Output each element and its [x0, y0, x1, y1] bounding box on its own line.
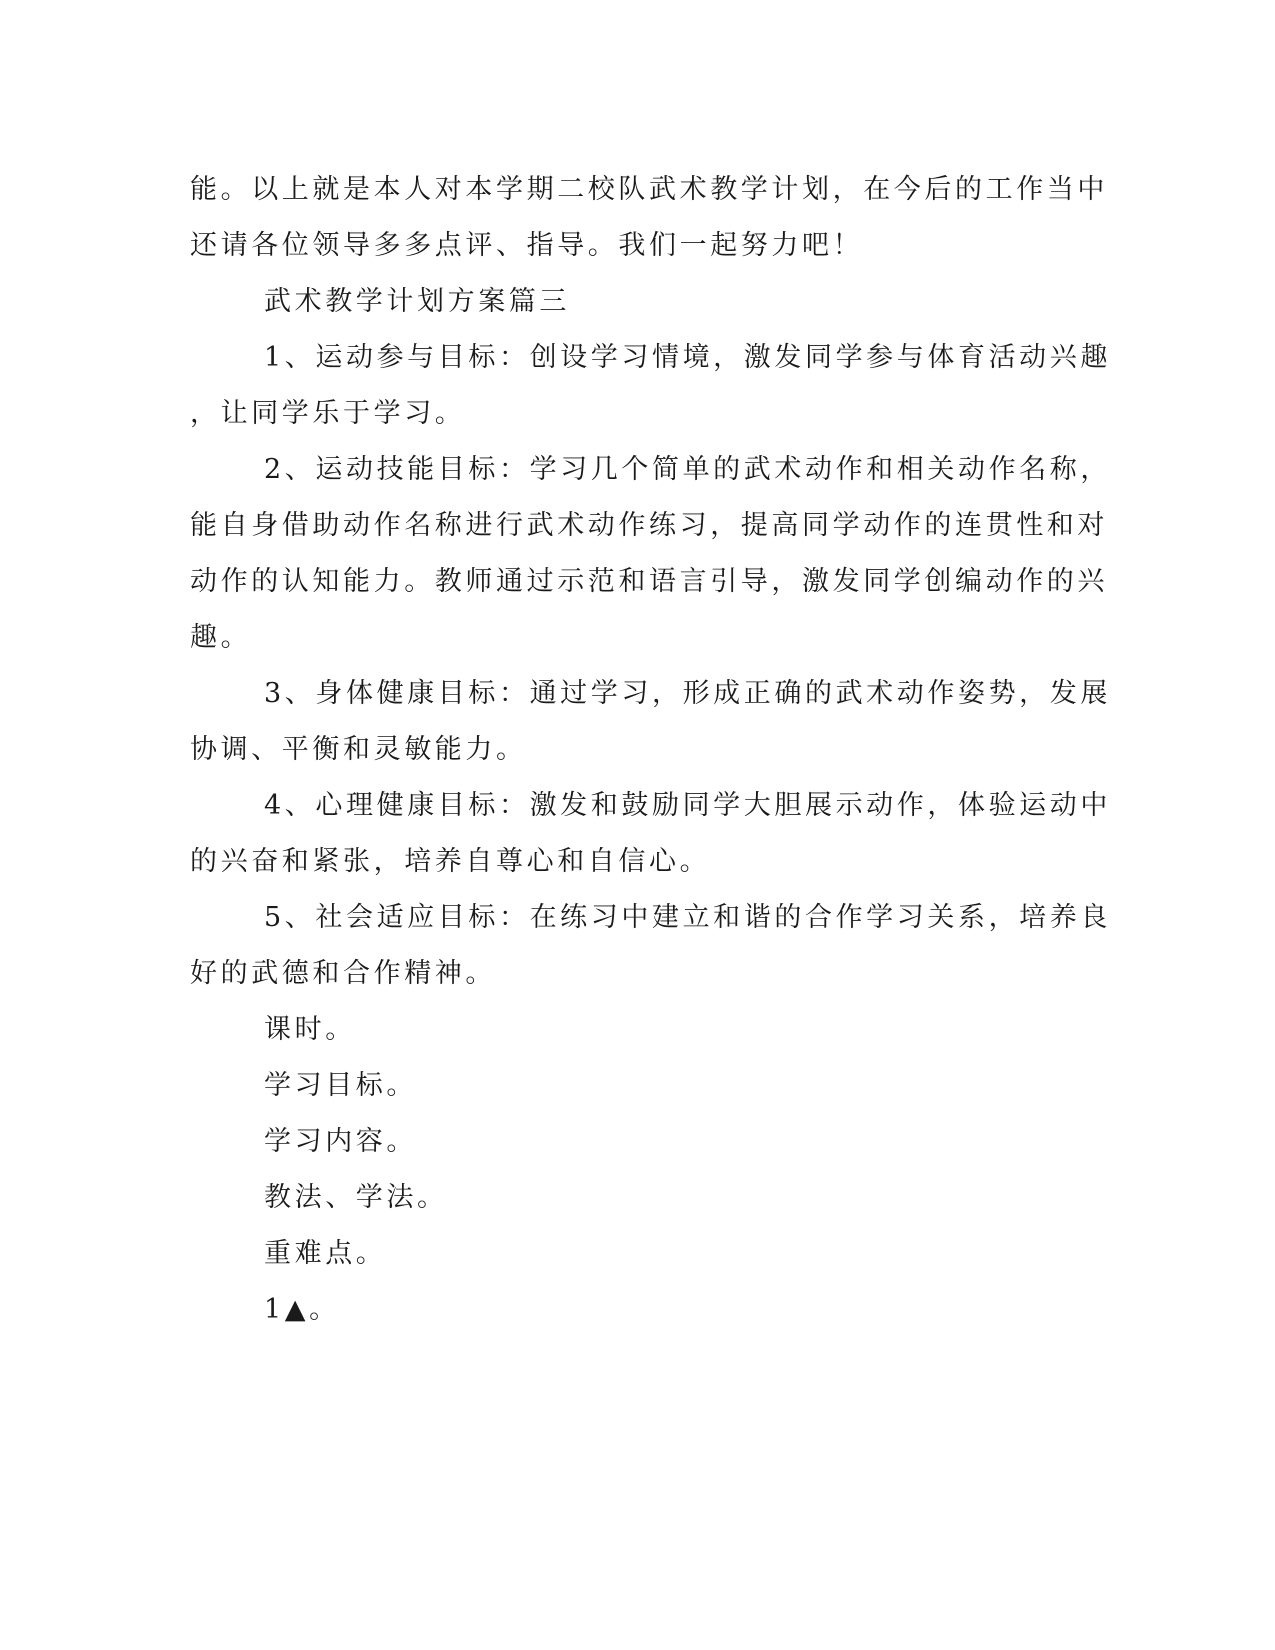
paragraph-line: 协调、平衡和灵敏能力。 — [190, 734, 527, 765]
list-item: 重难点。 — [264, 1238, 387, 1269]
paragraph-line: 3、身体健康目标：通过学习，形成正确的武术动作姿势，发展 — [264, 678, 1111, 709]
paragraph-line: 2、运动技能目标：学习几个简单的武术动作和相关动作名称， — [264, 454, 1111, 485]
paragraph-line: ，让同学乐于学习。 — [190, 398, 466, 429]
paragraph-line: 能。以上就是本人对本学期二校队武术教学计划，在今后的工作当中 — [190, 174, 1108, 205]
list-item: 学习内容。 — [264, 1126, 417, 1157]
paragraph-line: 4、心理健康目标：激发和鼓励同学大胆展示动作，体验运动中 — [264, 790, 1111, 821]
paragraph-line: 趣。 — [190, 622, 252, 653]
paragraph-line: 好的武德和合作精神。 — [190, 958, 496, 989]
paragraph-line: 的兴奋和紧张，培养自尊心和自信心。 — [190, 846, 711, 877]
list-item: 1▲。 — [264, 1294, 340, 1325]
section-heading: 武术教学计划方案篇三 — [264, 286, 570, 317]
paragraph-line: 能自身借助动作名称进行武术动作练习，提高同学动作的连贯性和对 — [190, 510, 1108, 541]
list-item: 课时。 — [264, 1014, 356, 1045]
paragraph-line: 1、运动参与目标：创设学习情境，激发同学参与体育活动兴趣 — [264, 342, 1111, 373]
list-item: 教法、学法。 — [264, 1182, 448, 1213]
list-item: 学习目标。 — [264, 1070, 417, 1101]
paragraph-line: 动作的认知能力。教师通过示范和语言引导，激发同学创编动作的兴 — [190, 566, 1108, 597]
paragraph-line: 还请各位领导多多点评、指导。我们一起努力吧！ — [190, 230, 864, 261]
paragraph-line: 5、社会适应目标：在练习中建立和谐的合作学习关系，培养良 — [264, 902, 1111, 933]
